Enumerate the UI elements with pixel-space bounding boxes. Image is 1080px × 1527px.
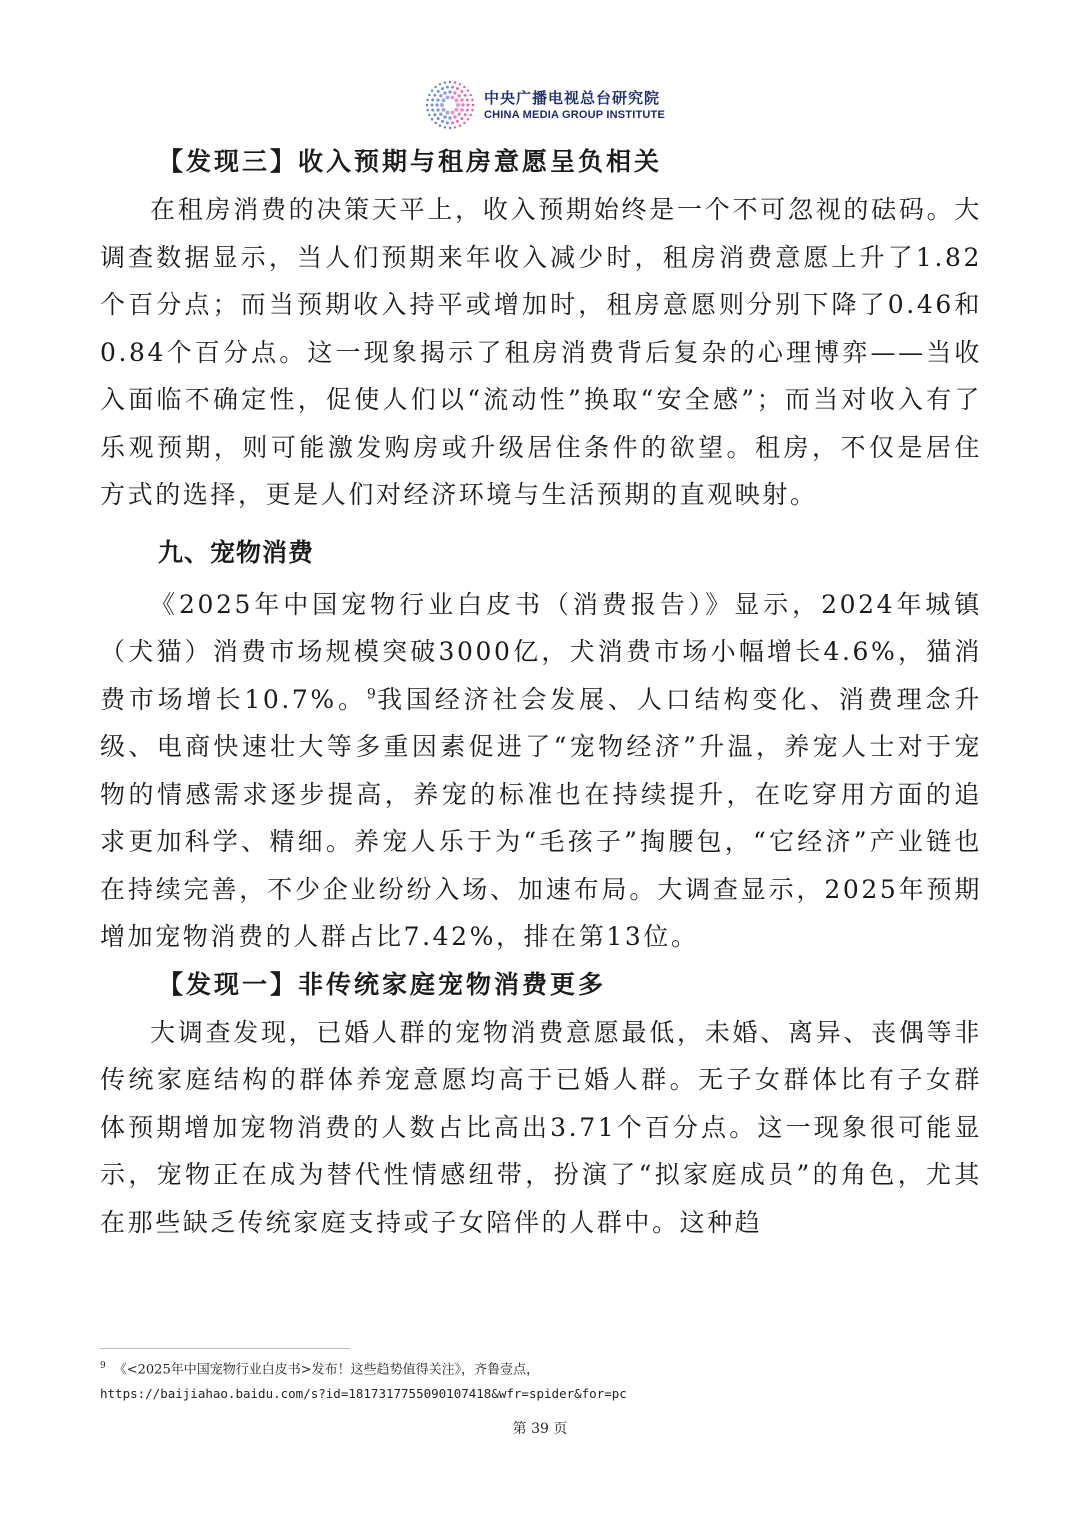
logo-dot (442, 108, 446, 112)
logo-dot (446, 121, 449, 124)
logo-dot (463, 86, 465, 88)
finding-one-heading: 【发现一】非传统家庭宠物消费更多 (158, 969, 607, 999)
rental-paragraph: 在租房消费的决策天平上，收入预期始终是一个不可忽视的砝码。大调查数据显示，当人们预期来年收入减少时，租房消费意愿上升了1.82个百分点；而当预期收入持平或增加时，租房意愿则分别下降了0.46和0.84个百分点。这一现象揭示了租房消费背后复杂的心理博弈——当收入面临不确定性，促使人们以“流动性”换取“安全感”；而当对收入有了乐观预期，则可能激发购房或升级居住条件的欲望。租房，不仅是居住方式的选择，更是人们对经济环境与生活预期的直观映射。 (100, 195, 982, 509)
org-name (484, 89, 665, 122)
logo-dot (466, 109, 469, 112)
logo-dot (446, 86, 449, 89)
logo-dot (428, 114, 430, 116)
logo-dot (431, 118, 433, 120)
logo-dot (471, 109, 473, 111)
footnote-divider (100, 1348, 350, 1349)
footnote-ref-9: 9 (366, 686, 376, 703)
logo-dot (428, 94, 430, 96)
logo-dot (431, 98, 434, 101)
logo-dot (431, 109, 434, 112)
logo-dot (471, 99, 473, 101)
logo-dot (451, 86, 454, 89)
pet-paragraph-part2: 我国经济社会发展、人口结构变化、消费理念升级、电商快速壮大等多重因素促进了“宠物经济”升温，养宠人士对于宠物的情感需求逐步提高，养宠的标准也在持续提升，在吃穿用方面的追求更加科学、精细。养宠人乐于为“毛孩子”掏腰包，“它经济”产业链也在持续完善，不少企业纷纷入场、加速布局。大调查显示，2025年预期增加宠物消费的人群占比7.42%，排在第13位。 (100, 684, 982, 951)
logo-dot (467, 104, 470, 107)
logo-dot (434, 122, 436, 124)
radial-dots-logo-icon (422, 77, 478, 133)
page-number: 第 39 页 (512, 1421, 568, 1437)
logo-dot (433, 113, 436, 116)
org-name-en: CHINA MEDIA GROUP INSTITUTE (484, 108, 665, 121)
logo-dot (431, 104, 434, 107)
logo-dot (455, 108, 459, 112)
pet-paragraph (100, 581, 982, 961)
logo-dot (451, 95, 455, 99)
logo-dot (460, 90, 463, 93)
logo-dot (446, 95, 450, 99)
logo-dot (433, 94, 436, 97)
logo-dot (434, 86, 436, 88)
logo-dot (456, 103, 460, 107)
logo-dot (436, 98, 439, 101)
logo-dot (439, 83, 441, 85)
footnote-number: 9 (100, 1361, 106, 1371)
page-body (100, 138, 982, 1246)
logo-dot (453, 91, 456, 94)
logo-dot (464, 113, 467, 116)
logo-dot (435, 103, 438, 106)
logo-dot (459, 83, 461, 85)
logo-dot (455, 98, 459, 102)
logo-dot (461, 103, 464, 106)
logo-dot (449, 127, 451, 129)
logo-dot (463, 122, 465, 124)
page-header (422, 76, 692, 134)
logo-dot (470, 114, 472, 116)
logo-dot (439, 125, 441, 127)
logo-dot (451, 111, 455, 115)
logo-dot (457, 94, 460, 97)
logo-dot (441, 87, 444, 90)
logo-dot (436, 108, 439, 111)
finding-three-heading: 【发现三】收入预期与租房意愿呈负相关 (158, 147, 663, 176)
logo-dot (444, 81, 446, 83)
pet-paragraph-part1: 《2025年中国宠物行业白皮书（消费报告）》显示，2024年城镇（犬猫）消费市场规模突破3000亿，犬消费市场小幅增长4.6%，猫消费市场增长10.7%。 (100, 589, 982, 714)
logo-dot (470, 94, 472, 96)
logo-dot (439, 94, 442, 97)
logo-dot (456, 120, 459, 123)
pet-section-heading: 九、宠物消费 (158, 537, 315, 567)
logo-dot (467, 118, 469, 120)
logo-dot (466, 98, 469, 101)
footnote (100, 1354, 980, 1406)
logo-dot (437, 117, 440, 120)
logo-dot (444, 126, 446, 128)
logo-dot (431, 89, 433, 91)
logo-dot (426, 109, 428, 111)
logo-dot (464, 94, 467, 97)
logo-dot (439, 112, 442, 115)
logo-dot (426, 104, 428, 106)
logo-dot (456, 87, 459, 90)
logo-dot (454, 126, 456, 128)
nontraditional-family-paragraph: 大调查发现，已婚人群的宠物消费意愿最低，未婚、离异、丧偶等非传统家庭结构的群体养宠意愿均高于已婚人群。无子女群体比有子女群体预期增加宠物消费的人数占比高出3.71个百分点。这一现象很可能显示，宠物正在成为替代性情感纽带，扮演了“拟家庭成员”的角色，尤其在那些缺乏传统家庭支持或子女陪伴的人群中。这种趋 (100, 1017, 982, 1237)
logo-dot (440, 103, 444, 107)
logo-dot (457, 112, 460, 115)
logo-dot (453, 115, 456, 118)
logo-dot (443, 115, 446, 118)
logo-dot (442, 98, 446, 102)
footnote-url: https://baijiahao.baidu.com/s?id=1817317755090107418&wfr=spider&for=pc (100, 1386, 627, 1402)
footnote-text: 《<2025年中国宠物行业白皮书>发布！这些趋势值得关注》，齐鲁壹点， (113, 1362, 540, 1378)
logo-dot (446, 111, 450, 115)
logo-dot (460, 98, 463, 101)
org-name-cn: 中央广播电视总台研究院 (484, 88, 661, 107)
logo-dot (459, 125, 461, 127)
logo-dot (448, 90, 451, 93)
logo-dot (441, 120, 444, 123)
logo-dot (467, 89, 469, 91)
logo-dot (449, 81, 451, 83)
logo-dot (472, 104, 474, 106)
logo-dot (426, 99, 428, 101)
logo-dot (443, 91, 446, 94)
logo-dot (460, 108, 463, 111)
logo-dot (460, 117, 463, 120)
logo-dot (451, 121, 454, 124)
logo-dot (448, 116, 451, 119)
logo-dot (437, 90, 440, 93)
logo-dot (454, 81, 456, 83)
